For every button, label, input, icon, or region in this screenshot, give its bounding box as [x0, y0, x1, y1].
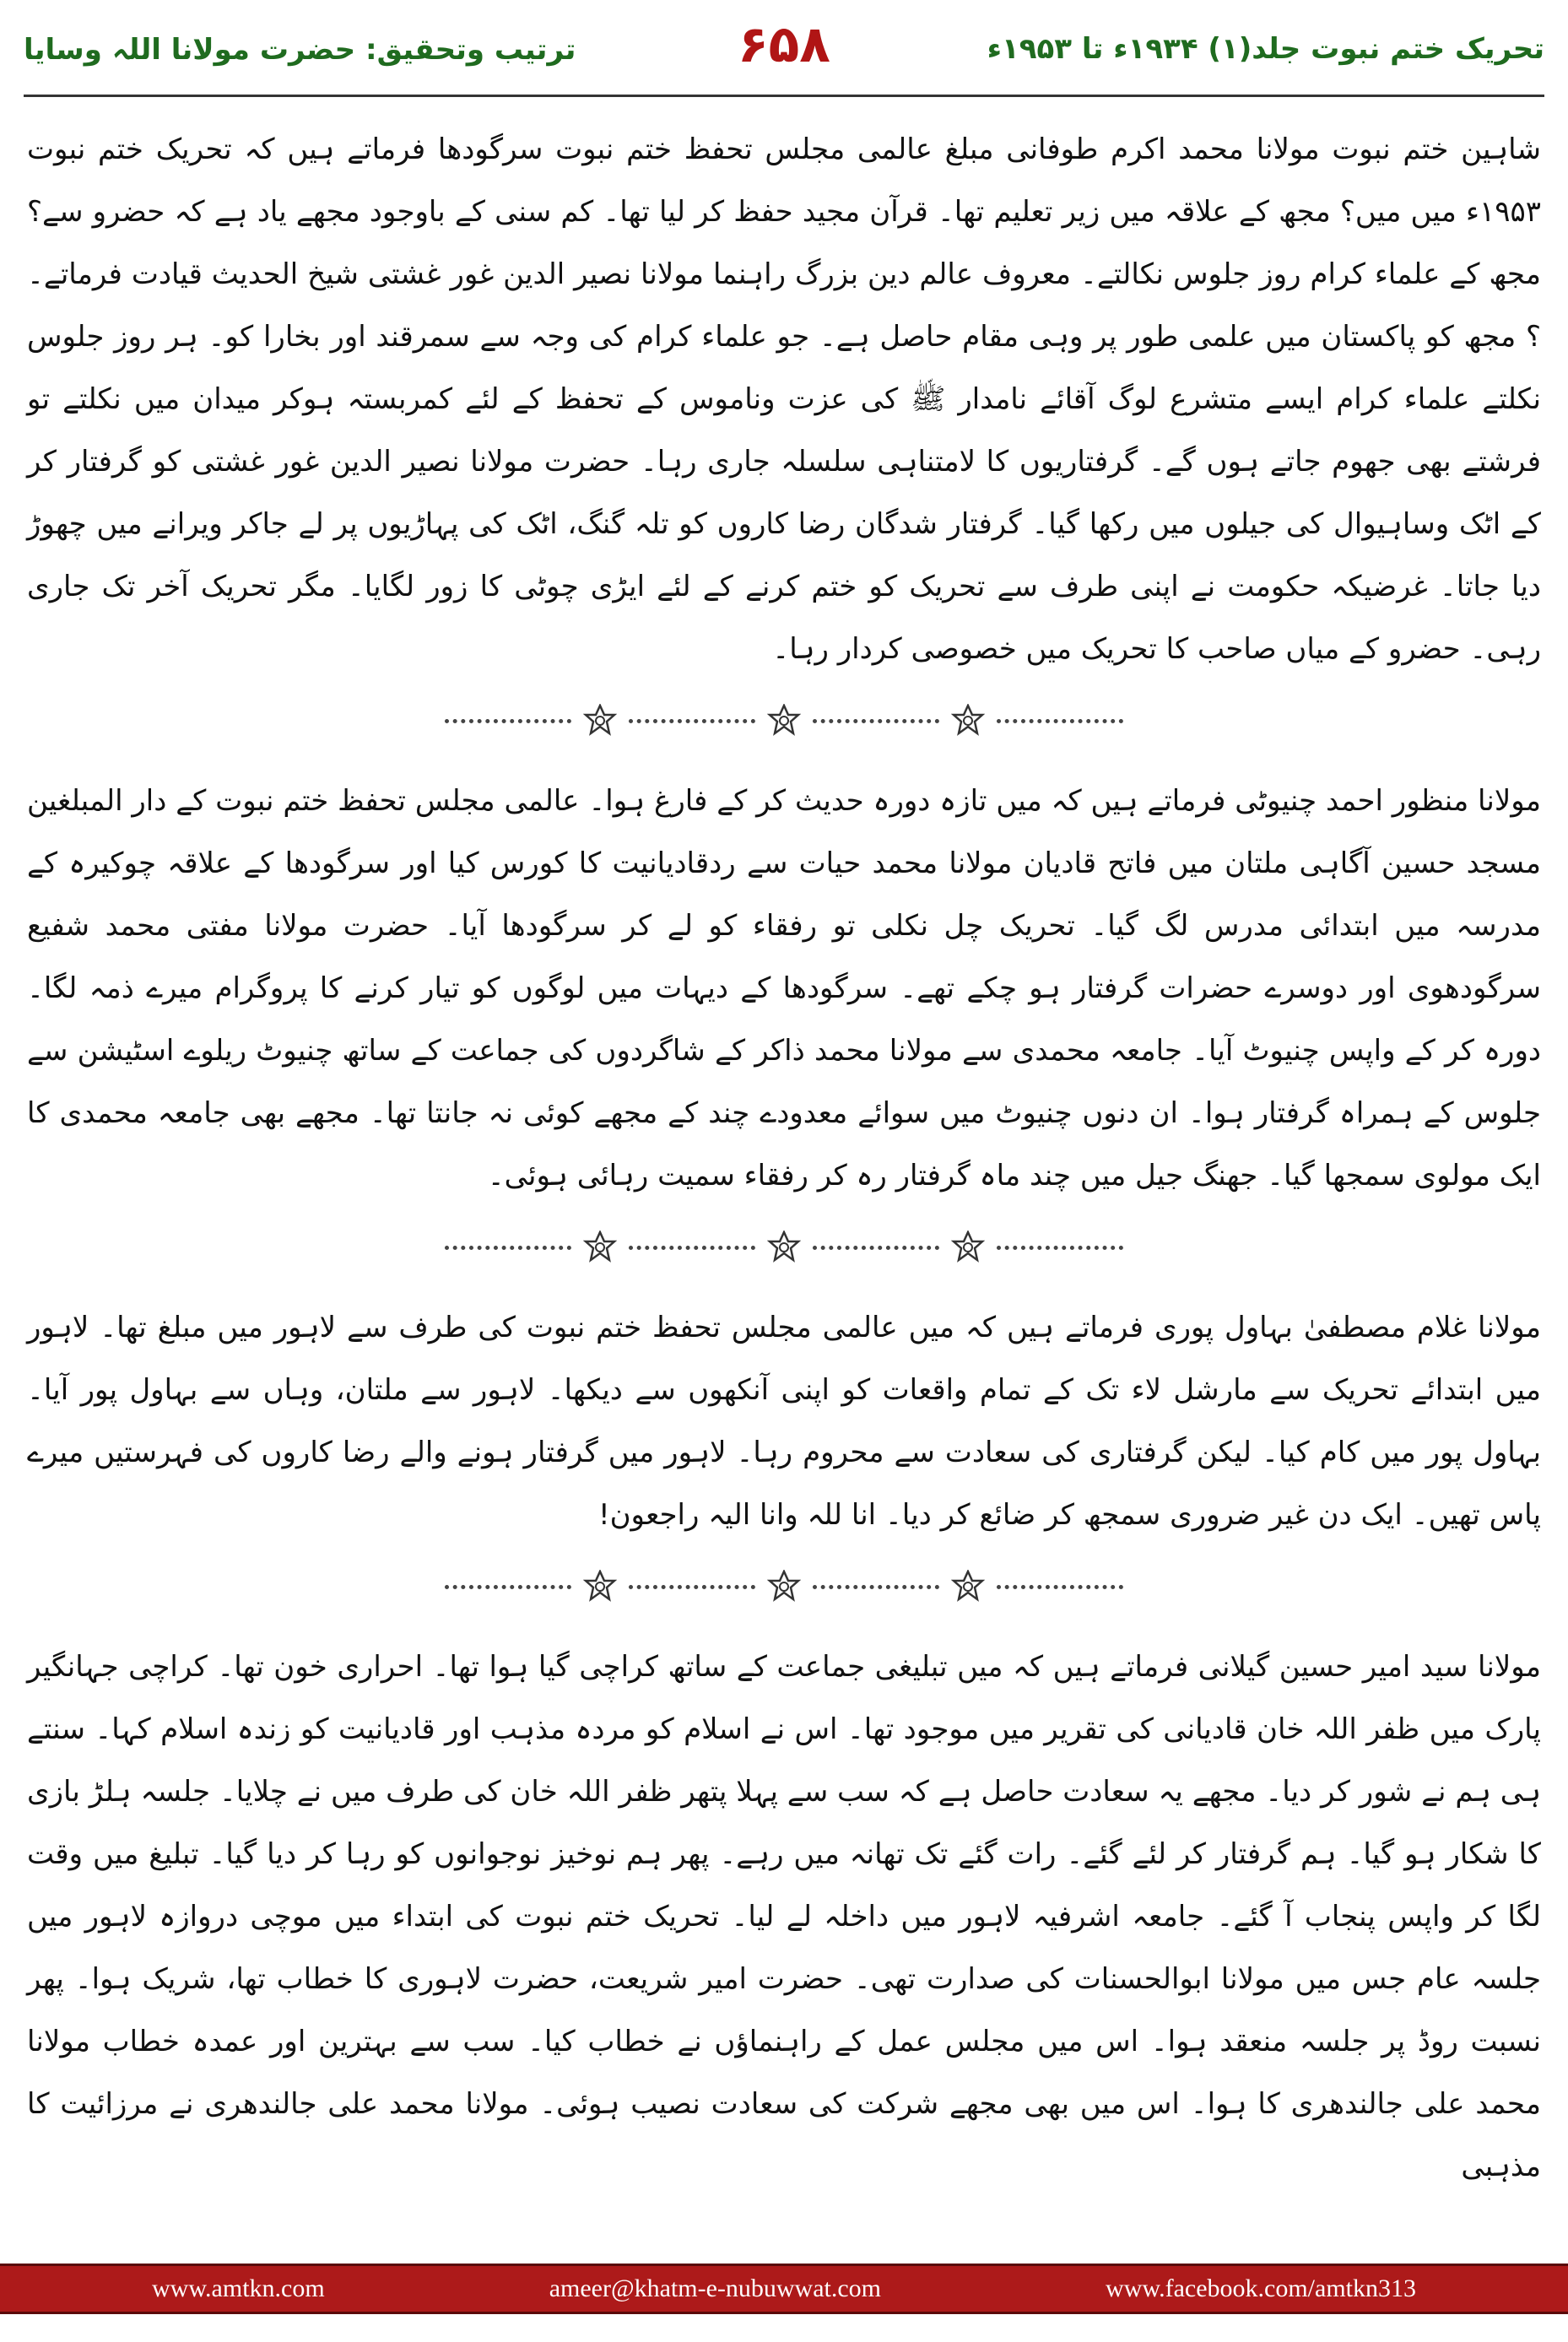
ornament-star-icon	[583, 1570, 617, 1604]
ornament-star-icon	[951, 1570, 985, 1604]
ornament-star-icon	[583, 704, 617, 738]
page-footer	[0, 2264, 1568, 2314]
ornament-star-icon	[767, 704, 801, 738]
page-number: ۶۵۸	[738, 15, 830, 74]
paragraph-bahawalpuri: مولانا غلام مصطفیٰ بہاول پوری فرماتے ہیں کہ میں عالمی مجلس تحفظ ختم نبوت کی طرف سے لاہور میں مبلغ تھا۔ لاہور میں ابتدائے تحریک سے مارشل لاء تک کے تمام واقعات کو اپنی آنکھوں سے دیکھا۔ لاہور سے ملتان، وہاں سے بہاول پور آیا۔ بہاول پور میں کام کیا۔ لیکن گرفتاری کی سعادت سے محروم رہا۔ لاہور میں گرفتار ہونے والے رضا کاروں کی فہرستیں میرے پاس تھیں۔ ایک دن غیر ضروری سمجھ کر ضائع کر دیا۔ انا للہ وانا الیہ راجعون!	[27, 1311, 1541, 1532]
paragraph-tufani: شاہین ختم نبوت مولانا محمد اکرم طوفانی مبلغ عالمی مجلس تحفظ ختم نبوت سرگودھا فرماتے ہیں کہ تحریک ختم نبوت ۱۹۵۳ء میں میں؟ مجھ کے علاقہ میں زیر تعلیم تھا۔ قرآن مجید حفظ کر لیا تھا۔ کم سنی کے باوجود مجھے یاد ہے کہ حضرو سے؟ مجھ کے علماء کرام روز جلوس نکالتے۔ معروف عالم دین بزرگ راہنما مولانا نصیر الدین غور غشتی شیخ الحدیث قیادت فرماتے۔ ؟ مجھ کو پاکستان میں علمی طور پر وہی مقام حاصل ہے۔ جو علماء کرام کی وجہ سے سمرقند اور بخارا کو۔ ہر روز جلوس نکلتے علماء کرام ایسے متشرع لوگ آقائے نامدار ﷺ کی عزت وناموس کے تحفظ کے لئے کمربستہ ہوکر میدان میں نکلتے تو فرشتے بھی جھوم جاتے ہوں گے۔ گرفتاریوں کا لامتناہی سلسلہ جاری رہا۔ حضرت مولانا نصیر الدین غور غشتی کو گرفتار کر کے اٹک وساہیوال کی جیلوں میں رکھا گیا۔ گرفتار شدگان رضا کاروں کو تلہ گنگ، اٹک کی پہاڑیوں پر لے جاکر ویرانے میں چھوڑ دیا جاتا۔ غرضیکہ حکومت نے اپنی طرف سے تحریک کو ختم کرنے کے لئے ایڑی چوٹی کا زور لگایا۔ مگر تحریک آخر تک جاری رہی۔ حضرو کے میاں صاحب کا تحریک میں خصوصی کردار رہا۔	[27, 133, 1541, 666]
website-link[interactable]: www.amtkn.com	[152, 2274, 325, 2302]
ornament-star-icon	[767, 1230, 801, 1264]
ornament-star-icon	[583, 1230, 617, 1264]
section-separator	[24, 1558, 1544, 1615]
facebook-link[interactable]: www.facebook.com/amtkn313	[1106, 2274, 1416, 2302]
header-rule	[24, 95, 1544, 97]
paragraph-gilani: مولانا سید امیر حسین گیلانی فرماتے ہیں کہ میں تبلیغی جماعت کے ساتھ کراچی گیا ہوا تھا۔ احراری خون تھا۔ کراچی جہانگیر پارک میں ظفر اللہ خان قادیانی کی تقریر میں موجود تھا۔ اس نے اسلام کو مردہ مذہب اور قادیانیت کو زندہ اسلام کہا۔ سنتے ہی ہم نے شور کر دیا۔ مجھے یہ سعادت حاصل ہے کہ سب سے پہلا پتھر ظفر اللہ خان کی طرف میں نے چلایا۔ جلسہ ہلڑ بازی کا شکار ہو گیا۔ ہم گرفتار کر لئے گئے۔ رات گئے تک تھانہ میں رہے۔ پھر ہم نوخیز نوجوانوں کو رہا کر دیا گیا۔ تبلیغ میں وقت لگا کر واپس پنجاب آ گئے۔ جامعہ اشرفیہ لاہور میں داخلہ لے لیا۔ تحریک ختم نبوت کی ابتداء میں موچی دروازہ لاہور میں جلسہ عام جس میں مولانا ابوالحسنات کی صدارت تھی۔ حضرت امیر شریعت، حضرت لاہوری کا خطاب تھا، شریک ہوا۔ پھر نسبت روڈ پر جلسہ منعقد ہوا۔ اس میں مجلس عمل کے راہنماؤں نے خطاب کیا۔ سب سے بہترین اور عمدہ خطاب مولانا محمد علی جالندھری کا ہوا۔ اس میں بھی مجھے شرکت کی سعادت نصیب ہوئی۔ مولانا محمد علی جالندھری نے مرزائیت کا مذہبی	[27, 1650, 1541, 2183]
paragraph-chinioti: مولانا منظور احمد چنیوٹی فرماتے ہیں کہ میں تازہ دورہ حدیث کر کے فارغ ہوا۔ عالمی مجلس تحفظ ختم نبوت کے دار المبلغین مسجد حسین آگاہی ملتان میں فاتح قادیان مولانا محمد حیات سے ردقادیانیت کا کورس کیا اور سرگودھا کے علاقہ چوکیرہ کے مدرسہ میں ابتدائی مدرس لگ گیا۔ تحریک چل نکلی تو رفقاء کو لے کر سرگودھا آیا۔ حضرت مولانا مفتی محمد شفیع سرگودھوی اور دوسرے حضرات گرفتار ہو چکے تھے۔ سرگودھا کے دیہات میں لوگوں کو تیار کرنے کا پروگرام میرے ذمہ لگا۔ دورہ کر کے واپس چنیوٹ آیا۔ جامعہ محمدی سے مولانا محمد ذاکر کے شاگردوں کی جماعت کے ساتھ چنیوٹ ریلوے اسٹیشن سے جلوس کے ہمراہ گرفتار ہوا۔ ان دنوں چنیوٹ میں سوائے معدودے چند کے مجھے کوئی نہ جانتا تھا۔ مجھے بھی جامعہ محمدی کا ایک مولوی سمجھا گیا۔ جھنگ جیل میں چند ماہ گرفتار رہ کر رفقاء سمیت رہائی ہوئی۔	[27, 784, 1541, 1193]
email-link[interactable]: ameer@khatm-e-nubuwwat.com	[549, 2274, 882, 2302]
book-title: تحریک ختم نبوت جلد(۱) ۱۹۳۴ء تا ۱۹۵۳ء	[987, 32, 1544, 66]
page-header	[0, 0, 1568, 93]
ornament-star-icon	[951, 1230, 985, 1264]
ornament-star-icon	[767, 1570, 801, 1604]
ornament-star-icon	[951, 704, 985, 738]
section-separator	[24, 1219, 1544, 1276]
page-body	[24, 118, 1544, 2237]
section-separator	[24, 692, 1544, 749]
compiler-credit: ترتیب وتحقیق: حضرت مولانا اللہ وسایا	[24, 33, 576, 67]
